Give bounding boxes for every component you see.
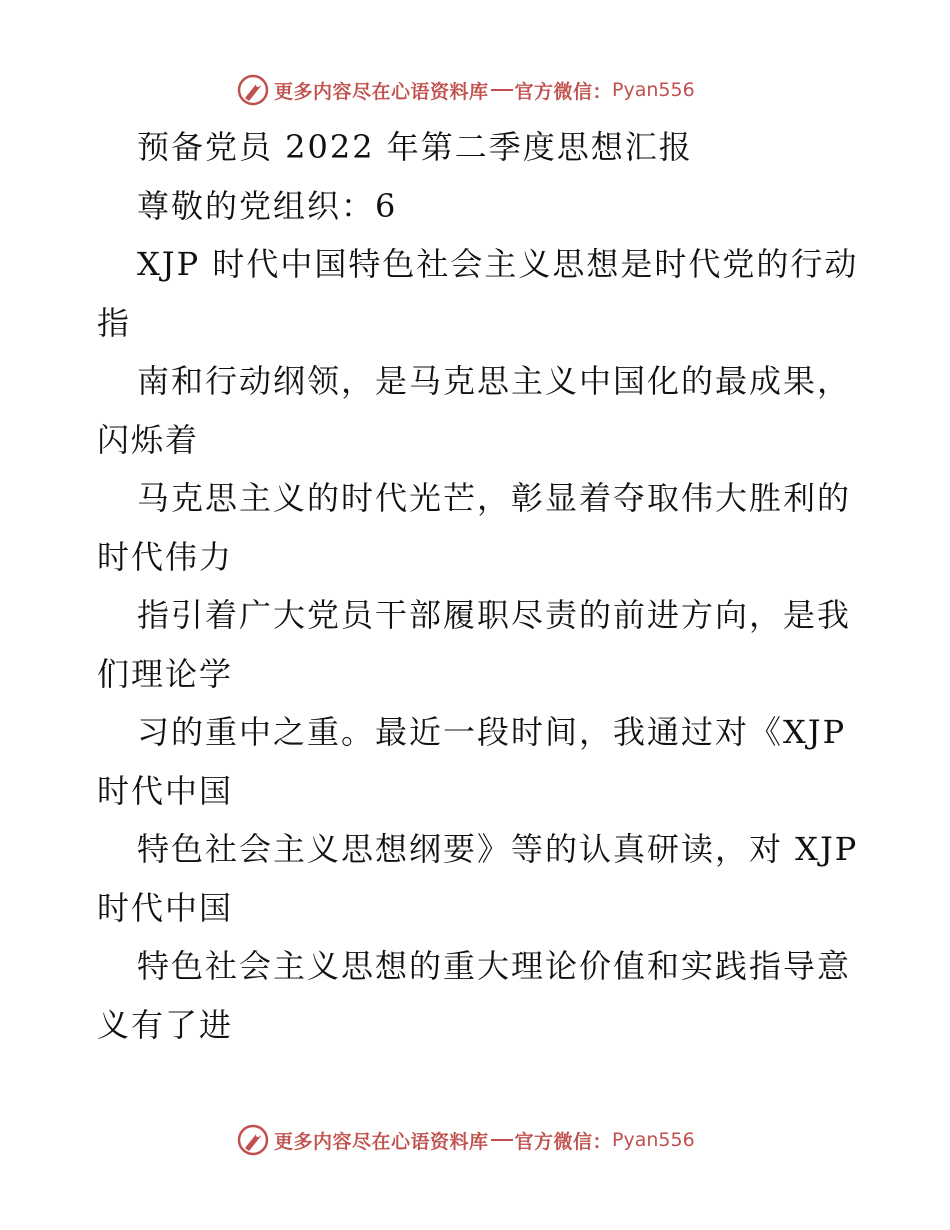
- watermark-text: 更多内容尽在心语资料库: [274, 80, 489, 103]
- text-line: 南和行动纲领，是马克思主义中国化的最成果，: [137, 362, 852, 400]
- watermark-wechat-label: 官方微信：: [514, 1130, 613, 1153]
- text-line: 指: [97, 303, 132, 342]
- pen-nib-logo-icon: [236, 73, 270, 107]
- document-title: 预备党员 2022 年第二季度思想汇报: [137, 128, 693, 166]
- document-salutation: 尊敬的党组织：6: [137, 186, 398, 225]
- footer-watermark: [236, 1120, 695, 1160]
- text-line: 习的重中之重。最近一段时间，我通过对《XJP: [137, 713, 847, 751]
- pen-nib-logo-icon: [236, 1123, 270, 1157]
- text-line: 时代中国: [97, 888, 234, 927]
- text-line: 闪烁着: [97, 420, 200, 459]
- document-paragraph: [97, 235, 867, 1054]
- text-line: 义有了进: [97, 1005, 234, 1044]
- text-line: 时代中国: [97, 771, 234, 810]
- watermark-dash: [491, 1139, 513, 1141]
- text-line: 特色社会主义思想的重大理论价值和实践指导意: [137, 947, 852, 985]
- text-line: 马克思主义的时代光芒，彰显着夺取伟大胜利的: [137, 479, 852, 517]
- watermark-text: 更多内容尽在心语资料库: [274, 1130, 489, 1153]
- watermark-wechat-label: 官方微信：: [514, 80, 613, 103]
- text-line: XJP 时代中国特色社会主义思想是时代党的行动: [137, 245, 859, 283]
- text-line: 们理论学: [97, 654, 234, 693]
- text-line: 指引着广大党员干部履职尽责的前进方向，是我: [137, 596, 852, 634]
- document-body: [97, 118, 867, 1054]
- text-line: 特色社会主义思想纲要》等的认真研读，对 XJP: [137, 830, 859, 868]
- watermark-dash: [491, 89, 513, 91]
- text-line: 时代伟力: [97, 537, 234, 576]
- watermark-account: Pyan556: [612, 79, 695, 101]
- header-watermark: [236, 70, 695, 110]
- watermark-account: Pyan556: [612, 1129, 695, 1151]
